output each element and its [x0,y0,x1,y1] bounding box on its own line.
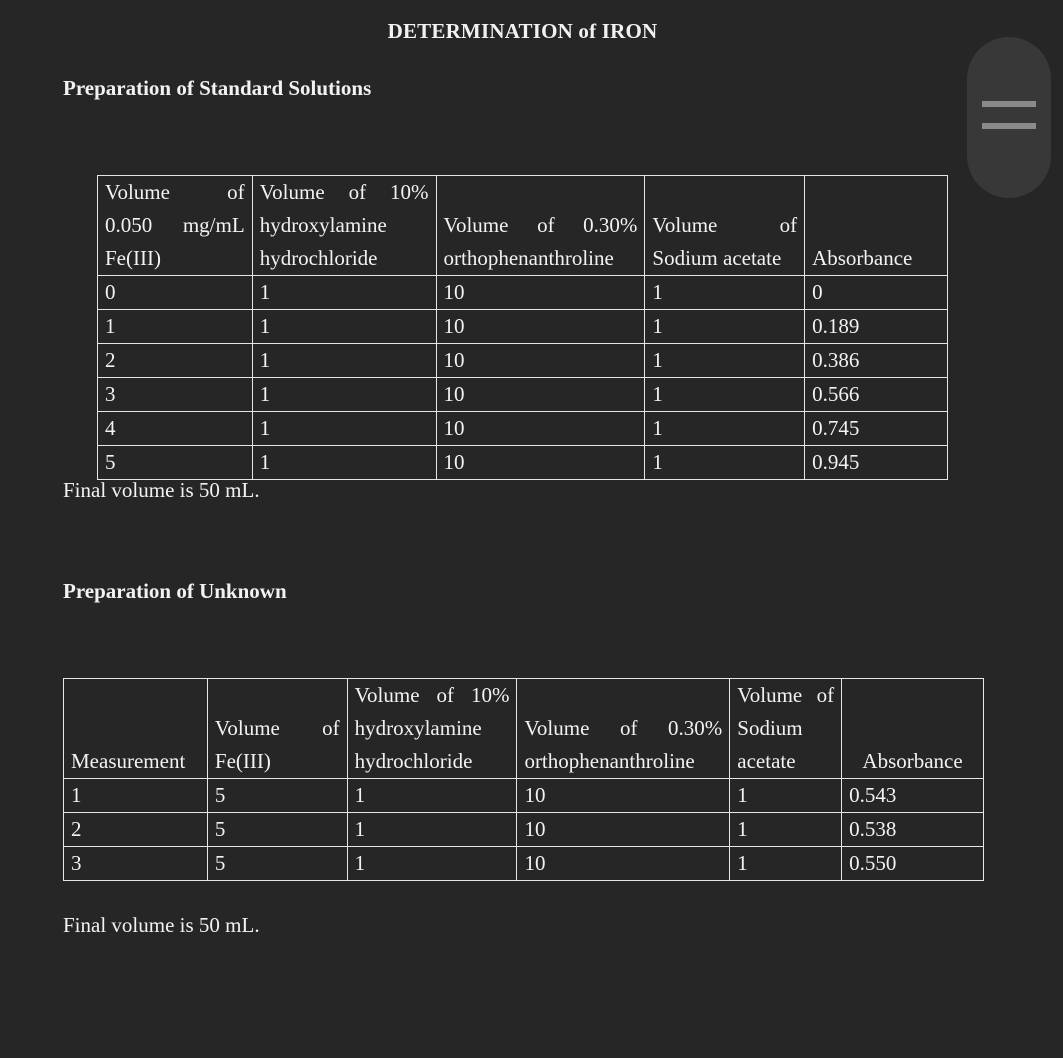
table-cell: 1 [645,378,805,412]
table-cell: 5 [98,446,253,480]
table-row [98,378,948,412]
unknown-table [63,678,984,881]
menu-handle-icon [982,123,1036,129]
table-header-row [98,176,948,276]
table-cell: 0 [805,276,948,310]
table-cell: 10 [436,446,645,480]
table-cell: 1 [730,813,842,847]
table-cell: 0.543 [842,779,984,813]
table-header-row [64,679,984,779]
col-header-absorbance: Absorbance [842,679,984,779]
col-header-phenanthroline-volume: Volume of 0.30% orthophenanthroline [517,679,730,779]
table-cell: 10 [517,813,730,847]
scroll-handle[interactable] [967,37,1051,198]
col-header-phenanthroline-volume: Volume of 0.30% orthophenanthroline [436,176,645,276]
col-header-hydroxylamine-volume: Volume of 10% hydroxylamine hydrochloride [347,679,517,779]
table-cell: 10 [436,344,645,378]
table-row [64,813,984,847]
table-cell: 1 [645,412,805,446]
table-cell: 2 [64,813,208,847]
table-cell: 1 [252,276,436,310]
table-cell: 1 [347,813,517,847]
table-cell: 0.550 [842,847,984,881]
menu-handle-icon [982,101,1036,107]
table-cell: 5 [207,779,347,813]
table-cell: 2 [98,344,253,378]
table-cell: 0.745 [805,412,948,446]
col-header-acetate-volume: Volume of Sodium acetate [645,176,805,276]
table-cell: 0.386 [805,344,948,378]
col-header-fe-volume: Volume of 0.050 mg/mL Fe(III) [98,176,253,276]
table-cell: 0.945 [805,446,948,480]
table-cell: 5 [207,847,347,881]
standards-final-volume-note: Final volume is 50 mL. [63,478,260,502]
table-cell: 5 [207,813,347,847]
table-cell: 1 [645,344,805,378]
table-cell: 0.189 [805,310,948,344]
col-header-fe-volume: Volume of Fe(III) [207,679,347,779]
col-header-acetate-volume: Volume of Sodium acetate [730,679,842,779]
table-cell: 1 [730,779,842,813]
table-cell: 1 [252,310,436,344]
table-cell: 1 [645,310,805,344]
table-row [64,779,984,813]
table-cell: 0.538 [842,813,984,847]
table-cell: 1 [252,412,436,446]
table-cell: 0.566 [805,378,948,412]
table-cell: 3 [98,378,253,412]
table-cell: 1 [645,446,805,480]
table-cell: 0 [98,276,253,310]
standards-table [97,175,948,480]
table-row [98,344,948,378]
table-row [98,412,948,446]
table-cell: 1 [252,446,436,480]
unknown-final-volume-note: Final volume is 50 mL. [63,913,260,937]
page-title: DETERMINATION of IRON [387,19,658,43]
table-cell: 1 [645,276,805,310]
table-cell: 10 [436,412,645,446]
table-cell: 4 [98,412,253,446]
col-header-hydroxylamine-volume: Volume of 10% hydroxylamine hydrochloride [252,176,436,276]
col-header-measurement: Measurement [64,679,208,779]
table-cell: 1 [730,847,842,881]
table-cell: 10 [436,276,645,310]
table-row [98,310,948,344]
table-cell: 10 [436,378,645,412]
table-cell: 3 [64,847,208,881]
table-cell: 1 [98,310,253,344]
table-row [98,446,948,480]
table-row [98,276,948,310]
table-cell: 10 [517,779,730,813]
table-cell: 1 [347,779,517,813]
table-cell: 1 [252,378,436,412]
table-cell: 1 [252,344,436,378]
table-cell: 1 [64,779,208,813]
table-cell: 1 [347,847,517,881]
standards-heading: Preparation of Standard Solutions [63,76,372,100]
table-row [64,847,984,881]
unknown-heading: Preparation of Unknown [63,579,287,603]
table-cell: 10 [436,310,645,344]
col-header-absorbance: Absorbance [805,176,948,276]
table-cell: 10 [517,847,730,881]
